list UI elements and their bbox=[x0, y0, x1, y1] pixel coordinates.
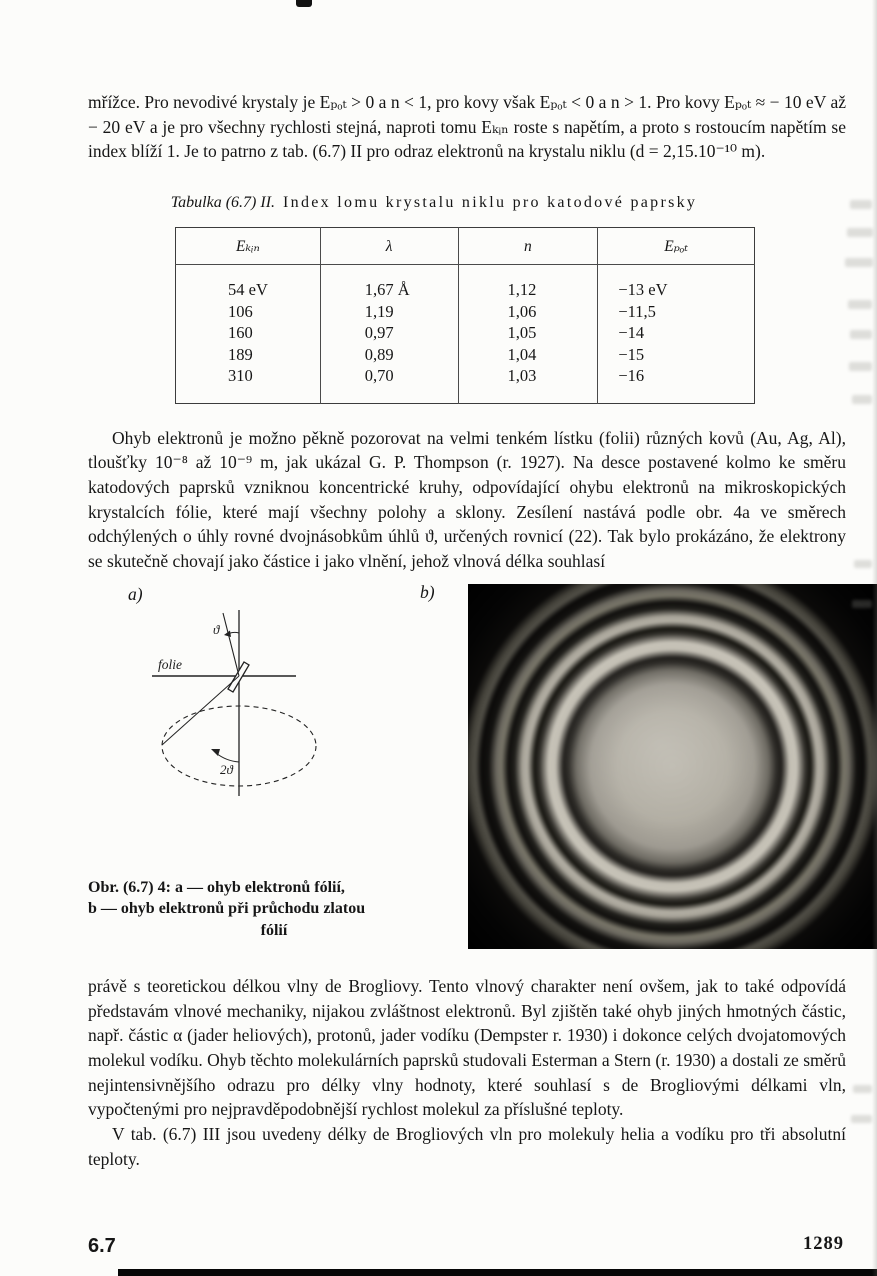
table-cell: 1,04 bbox=[458, 344, 598, 366]
caption-line: b — ohyb elektronů při průchodu zlatou bbox=[88, 900, 366, 918]
table-cell: 1,12 bbox=[458, 265, 598, 301]
figure-6-7-4 bbox=[88, 581, 846, 962]
scan-edge-strip bbox=[118, 1269, 877, 1276]
table-header bbox=[176, 228, 755, 265]
col-header-epot: Eₚₒₜ bbox=[598, 228, 755, 265]
table-cell: 0,70 bbox=[320, 365, 458, 403]
table-row bbox=[176, 265, 755, 301]
reflected-ray bbox=[223, 613, 239, 676]
scan-artifact bbox=[848, 300, 872, 309]
table-header-row bbox=[176, 228, 755, 265]
table-row bbox=[176, 322, 755, 344]
scan-artifact bbox=[296, 0, 312, 7]
table-cell: 1,19 bbox=[320, 301, 458, 323]
table-cell: 1,06 bbox=[458, 301, 598, 323]
page-number: 1289 bbox=[803, 1234, 844, 1254]
scan-artifact bbox=[850, 330, 872, 339]
scan-artifact bbox=[851, 1115, 872, 1123]
scan-artifact bbox=[850, 200, 872, 209]
diffraction-rings-photo bbox=[468, 584, 877, 949]
col-header-lambda: λ bbox=[320, 228, 458, 265]
table-cell: 160 bbox=[228, 323, 253, 343]
scan-edge-shade bbox=[872, 0, 877, 1276]
table-row bbox=[176, 365, 755, 403]
table-body bbox=[176, 265, 755, 404]
diffracted-ray bbox=[162, 676, 239, 745]
table-cell: 310 bbox=[228, 366, 253, 386]
figure-label-b: b) bbox=[420, 581, 435, 602]
table-cell: −16 bbox=[598, 365, 755, 403]
page-content bbox=[88, 90, 846, 1171]
caption-line: Obr. (6.7) 4: a — ohyb elektronů fólií, bbox=[88, 878, 345, 896]
table-row bbox=[176, 344, 755, 366]
table-cell: −14 bbox=[598, 322, 755, 344]
scan-artifact bbox=[847, 228, 873, 237]
scan-artifact bbox=[849, 362, 872, 371]
col-header-n: n bbox=[458, 228, 598, 265]
figure-label-a: a) bbox=[128, 583, 143, 604]
two-theta-label: 2ϑ bbox=[220, 761, 233, 777]
two-theta-arc bbox=[216, 753, 239, 762]
table-cell: −15 bbox=[598, 344, 755, 366]
scan-artifact bbox=[845, 258, 873, 267]
refraction-index-table bbox=[175, 227, 755, 404]
table-title-number: Tabulka (6.7) II. bbox=[170, 194, 276, 212]
table-row bbox=[176, 301, 755, 323]
table-cell: −13 eV bbox=[598, 265, 755, 301]
table-cell: 0,97 bbox=[320, 322, 458, 344]
table-cell: −11,5 bbox=[598, 301, 755, 323]
paragraph-1: mřížce. Pro nevodivé krystaly je Eₚₒₜ > 0 a n < 1, pro kovy však Eₚₒₜ < 0 a n > 1. Pro kovy Eₚₒₜ ≈ − 10 eV až − 20 eV a je pro všechny rychlosti stejná, naproti tomu Eₖᵢₙ roste s napětím, a proto s rostoucím napětím se index blíží 1. Je to patrno z tab. (6.7) II pro odraz elektronů na krystalu niklu (d = 2,15.10⁻¹⁰ m). bbox=[88, 92, 846, 162]
table-cell: 189 bbox=[228, 344, 253, 364]
table-block bbox=[128, 194, 740, 404]
scan-artifact bbox=[852, 600, 872, 608]
table-cell: 0,89 bbox=[320, 344, 458, 366]
diffraction-diagram bbox=[112, 604, 347, 809]
table-title bbox=[128, 194, 740, 212]
foil-label: folie bbox=[158, 656, 182, 672]
table-cell: 54 eV bbox=[228, 280, 268, 300]
paragraph-3: právě s teoretickou délkou vlny de Brogliovy. Tento vlnový charakter není ovšem, jak to také odpovídá představám vlnové mechaniky, nijakou zvláštnost elektronů. Byl zjištěn také ohyb jiných hmotných částic, např. částic α (jader heliových), protonů, jader vodíku (Dempster r. 1930) i dokonce celých dvojatomových molekul vodíku. Ohyb těchto molekulárních paprsků studovali Esterman a Stern (r. 1930) a dostali ze směrů nejintensivnějšího odrazu pro délky vlny hodnoty, které souhlasí s de Brogliovými délkami vln, vypočtenými pro nejpravděpodobnější rychlost molekul za příslušné teploty. bbox=[88, 975, 846, 1120]
scan-artifact bbox=[853, 1085, 872, 1093]
table-title-text: Index lomu krystalu niklu pro katodové paprsky bbox=[283, 194, 698, 212]
scan-artifact bbox=[854, 560, 872, 568]
section-number: 6.7 bbox=[88, 1235, 116, 1257]
caption-line: fólií bbox=[260, 921, 288, 939]
paragraph-2: Ohyb elektronů je možno pěkně pozorovat na velmi tenkém lístku (folii) různých kovů (Au, Ag, Al), tloušťky 10⁻⁸ až 10⁻⁹ m, jak ukázal G. P. Thompson (r. 1927). Na desce postavené kolmo ke směru katodových paprsků vzniknou koncentrické kruhy, odpovídající ohybu elektronů na mikroskopických krystalcích fólie, které mají všechny polohy a sklony. Zesílení nastává podle obr. 4a ve směrech odchýlených o úhly rovné dvojnásobkům úhlů ϑ, určených rovnicí (22). Tak bylo prokázáno, že elektrony se skutečně chovají jako částice i jako vlnění, jehož vlnová délka souhlasí bbox=[88, 427, 846, 572]
table-cell: 1,03 bbox=[458, 365, 598, 403]
theta-label: ϑ bbox=[213, 621, 220, 637]
figure-caption bbox=[88, 877, 460, 942]
table-cell: 106 bbox=[228, 301, 253, 321]
paragraph-4: V tab. (6.7) III jsou uvedeny délky de Brogliových vln pro molekuly helia a vodíku pro tři absolutní teploty. bbox=[88, 1124, 846, 1169]
theta-arc bbox=[229, 632, 239, 633]
col-header-ekin: Eₖᵢₙ bbox=[176, 228, 321, 265]
scan-artifact bbox=[852, 395, 872, 404]
table-cell: 1,05 bbox=[458, 322, 598, 344]
table-cell: 1,67 Å bbox=[320, 265, 458, 301]
